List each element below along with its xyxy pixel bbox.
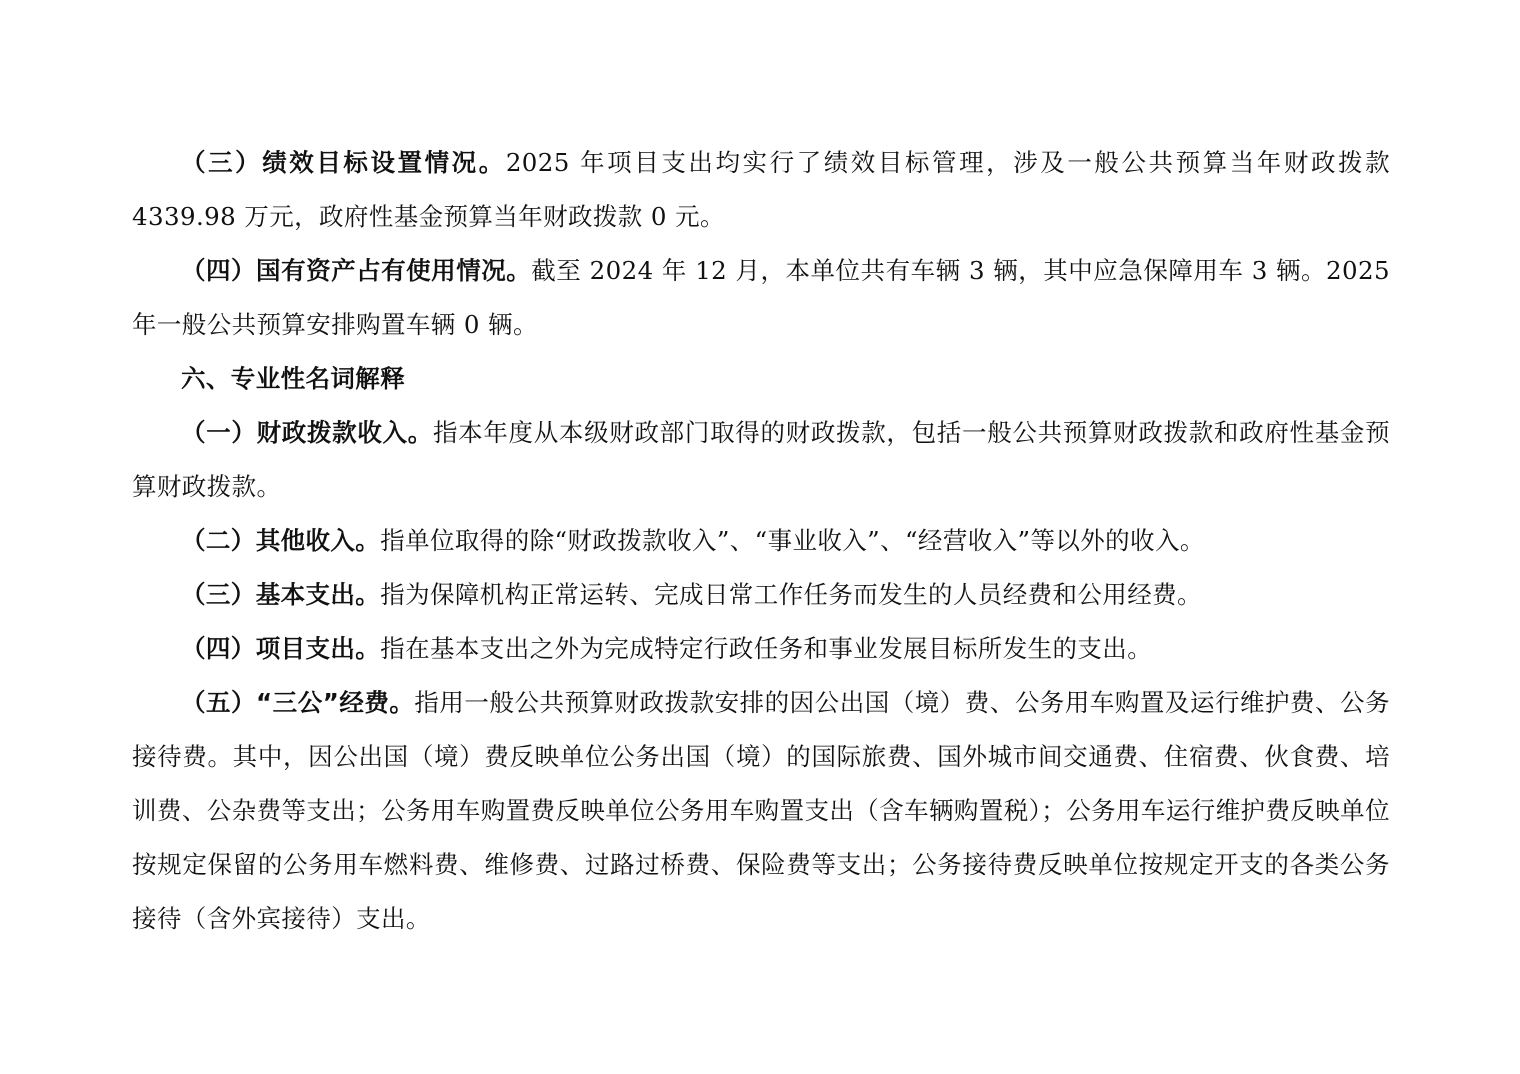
- state-assets-paragraph: [132, 244, 1390, 352]
- definition-term: （四）项目支出。: [181, 634, 381, 663]
- definition-text: 指本年度从本级财政部门取得的财政拨款，包括一般公共预算财政拨款和政府性基金预算财政拨款。: [132, 418, 1390, 501]
- definition-term: （一）财政拨款收入。: [181, 418, 433, 447]
- document-page: [132, 136, 1390, 946]
- definition-fiscal-appropriation-income: [132, 406, 1390, 514]
- paragraph-lead: （三）绩效目标设置情况。: [181, 148, 506, 177]
- definition-term: （五）“三公”经费。: [181, 688, 415, 717]
- definition-text: 指在基本支出之外为完成特定行政任务和事业发展目标所发生的支出。: [380, 634, 1153, 663]
- definition-text: 指为保障机构正常运转、完成日常工作任务而发生的人员经费和公用经费。: [380, 580, 1202, 609]
- definition-text: 指单位取得的除“财政拨款收入”、“事业收入”、“经营收入”等以外的收入。: [380, 526, 1205, 555]
- definition-project-expenditure: [132, 622, 1390, 676]
- definition-basic-expenditure: [132, 568, 1390, 622]
- definition-text: 指用一般公共预算财政拨款安排的因公出国（境）费、公务用车购置及运行维护费、公务接待费。其中，因公出国（境）费反映单位公务出国（境）的国际旅费、国外城市间交通费、住宿费、伙食费、培训费、公杂费等支出；公务用车购置费反映单位公务用车购置支出（含车辆购置税）；公务用车运行维护费反映单位按规定保留的公务用车燃料费、维修费、过路过桥费、保险费等支出；公务接待费反映单位按规定开支的各类公务接待（含外宾接待）支出。: [132, 688, 1390, 933]
- paragraph-lead: （四）国有资产占有使用情况。: [181, 256, 532, 285]
- section-heading: 六、专业性名词解释: [181, 364, 406, 393]
- definition-term: （三）基本支出。: [181, 580, 381, 609]
- performance-goals-paragraph: [132, 136, 1390, 244]
- definition-three-public-funds: [132, 676, 1390, 946]
- definition-term: （二）其他收入。: [181, 526, 381, 555]
- paragraph-body: 2025 年项目支出均实行了绩效目标管理，涉及一般公共预算当年财政拨款 4339.98 万元，政府性基金预算当年财政拨款 0 元。: [132, 148, 1390, 231]
- definition-other-income: [132, 514, 1390, 568]
- paragraph-body: 截至 2024 年 12 月，本单位共有车辆 3 辆，其中应急保障用车 3 辆。2025 年一般公共预算安排购置车辆 0 辆。: [132, 256, 1391, 339]
